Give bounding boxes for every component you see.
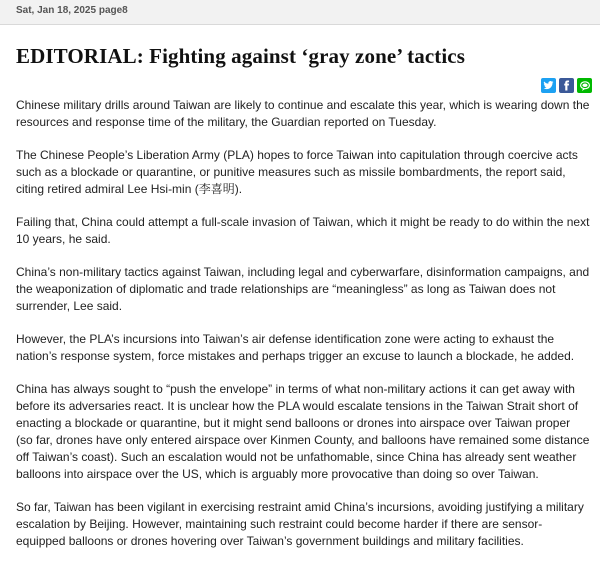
- twitter-icon: [543, 80, 554, 91]
- article-headline: EDITORIAL: Fighting against ‘gray zone’ tactics: [16, 44, 465, 68]
- article-paragraph: However, the PLA’s incursions into Taiwan’s air defense identification zone were acting to exhaust the nation’s response system, force mistakes and perhaps trigger an excuse to launch a blockade, he added.: [16, 332, 575, 363]
- article-paragraph: The Chinese People’s Liberation Army (PLA) hopes to force Taiwan into capitulation through coercive acts such as a blockade or quarantine, or punitive measures such as missile bombardments, the report said, citing retired admiral Lee Hsi-min (李喜明).: [16, 148, 578, 196]
- line-icon: [579, 80, 591, 92]
- dateline: Sat, Jan 18, 2025 page8: [16, 5, 128, 16]
- share-buttons: [541, 78, 592, 93]
- twitter-share-button[interactable]: [541, 78, 556, 93]
- article-body: [16, 97, 590, 566]
- facebook-icon: [561, 80, 572, 91]
- article-paragraph: Failing that, China could attempt a full-scale invasion of Taiwan, which it might be ready to do within the next 10 years, he said.: [16, 215, 590, 246]
- facebook-share-button[interactable]: [559, 78, 574, 93]
- article-paragraph: China has always sought to “push the envelope” in terms of what non-military actions it can get away with before its adversaries react. It is unclear how the PLA would escalate tensions in the Taiwan Strait short of enacting a blockade or quarantine, but it might send balloons or drones into airspace over Taiwan proper (so far, drones have only entered airspace over Kinmen County, and balloons have remained some distance off Taiwan’s coast). Such an escalation would not be unfathomable, since China has already sent weather balloons into airspace over the US, which is arguably more provocative than doing so over Taiwan.: [16, 382, 590, 481]
- article-paragraph: So far, Taiwan has been vigilant in exercising restraint amid China’s incursions, avoiding justifying a military escalation by Beijing. However, maintaining such restraint could become harder if there are sensor-equipped balloons or drones hovering over Taiwan’s government buildings and military facilities.: [16, 500, 584, 548]
- top-bar: [0, 0, 600, 25]
- article-paragraph: Chinese military drills around Taiwan are likely to continue and escalate this year, which is wearing down the resources and response time of the military, the Guardian reported on Tuesday.: [16, 98, 590, 129]
- article-paragraph: China’s non-military tactics against Taiwan, including legal and cyberwarfare, disinformation campaigns, and the weaponization of diplomatic and trade relationships are “meaningless” as long as Taiwan does not surrender, Lee said.: [16, 265, 590, 313]
- line-share-button[interactable]: [577, 78, 592, 93]
